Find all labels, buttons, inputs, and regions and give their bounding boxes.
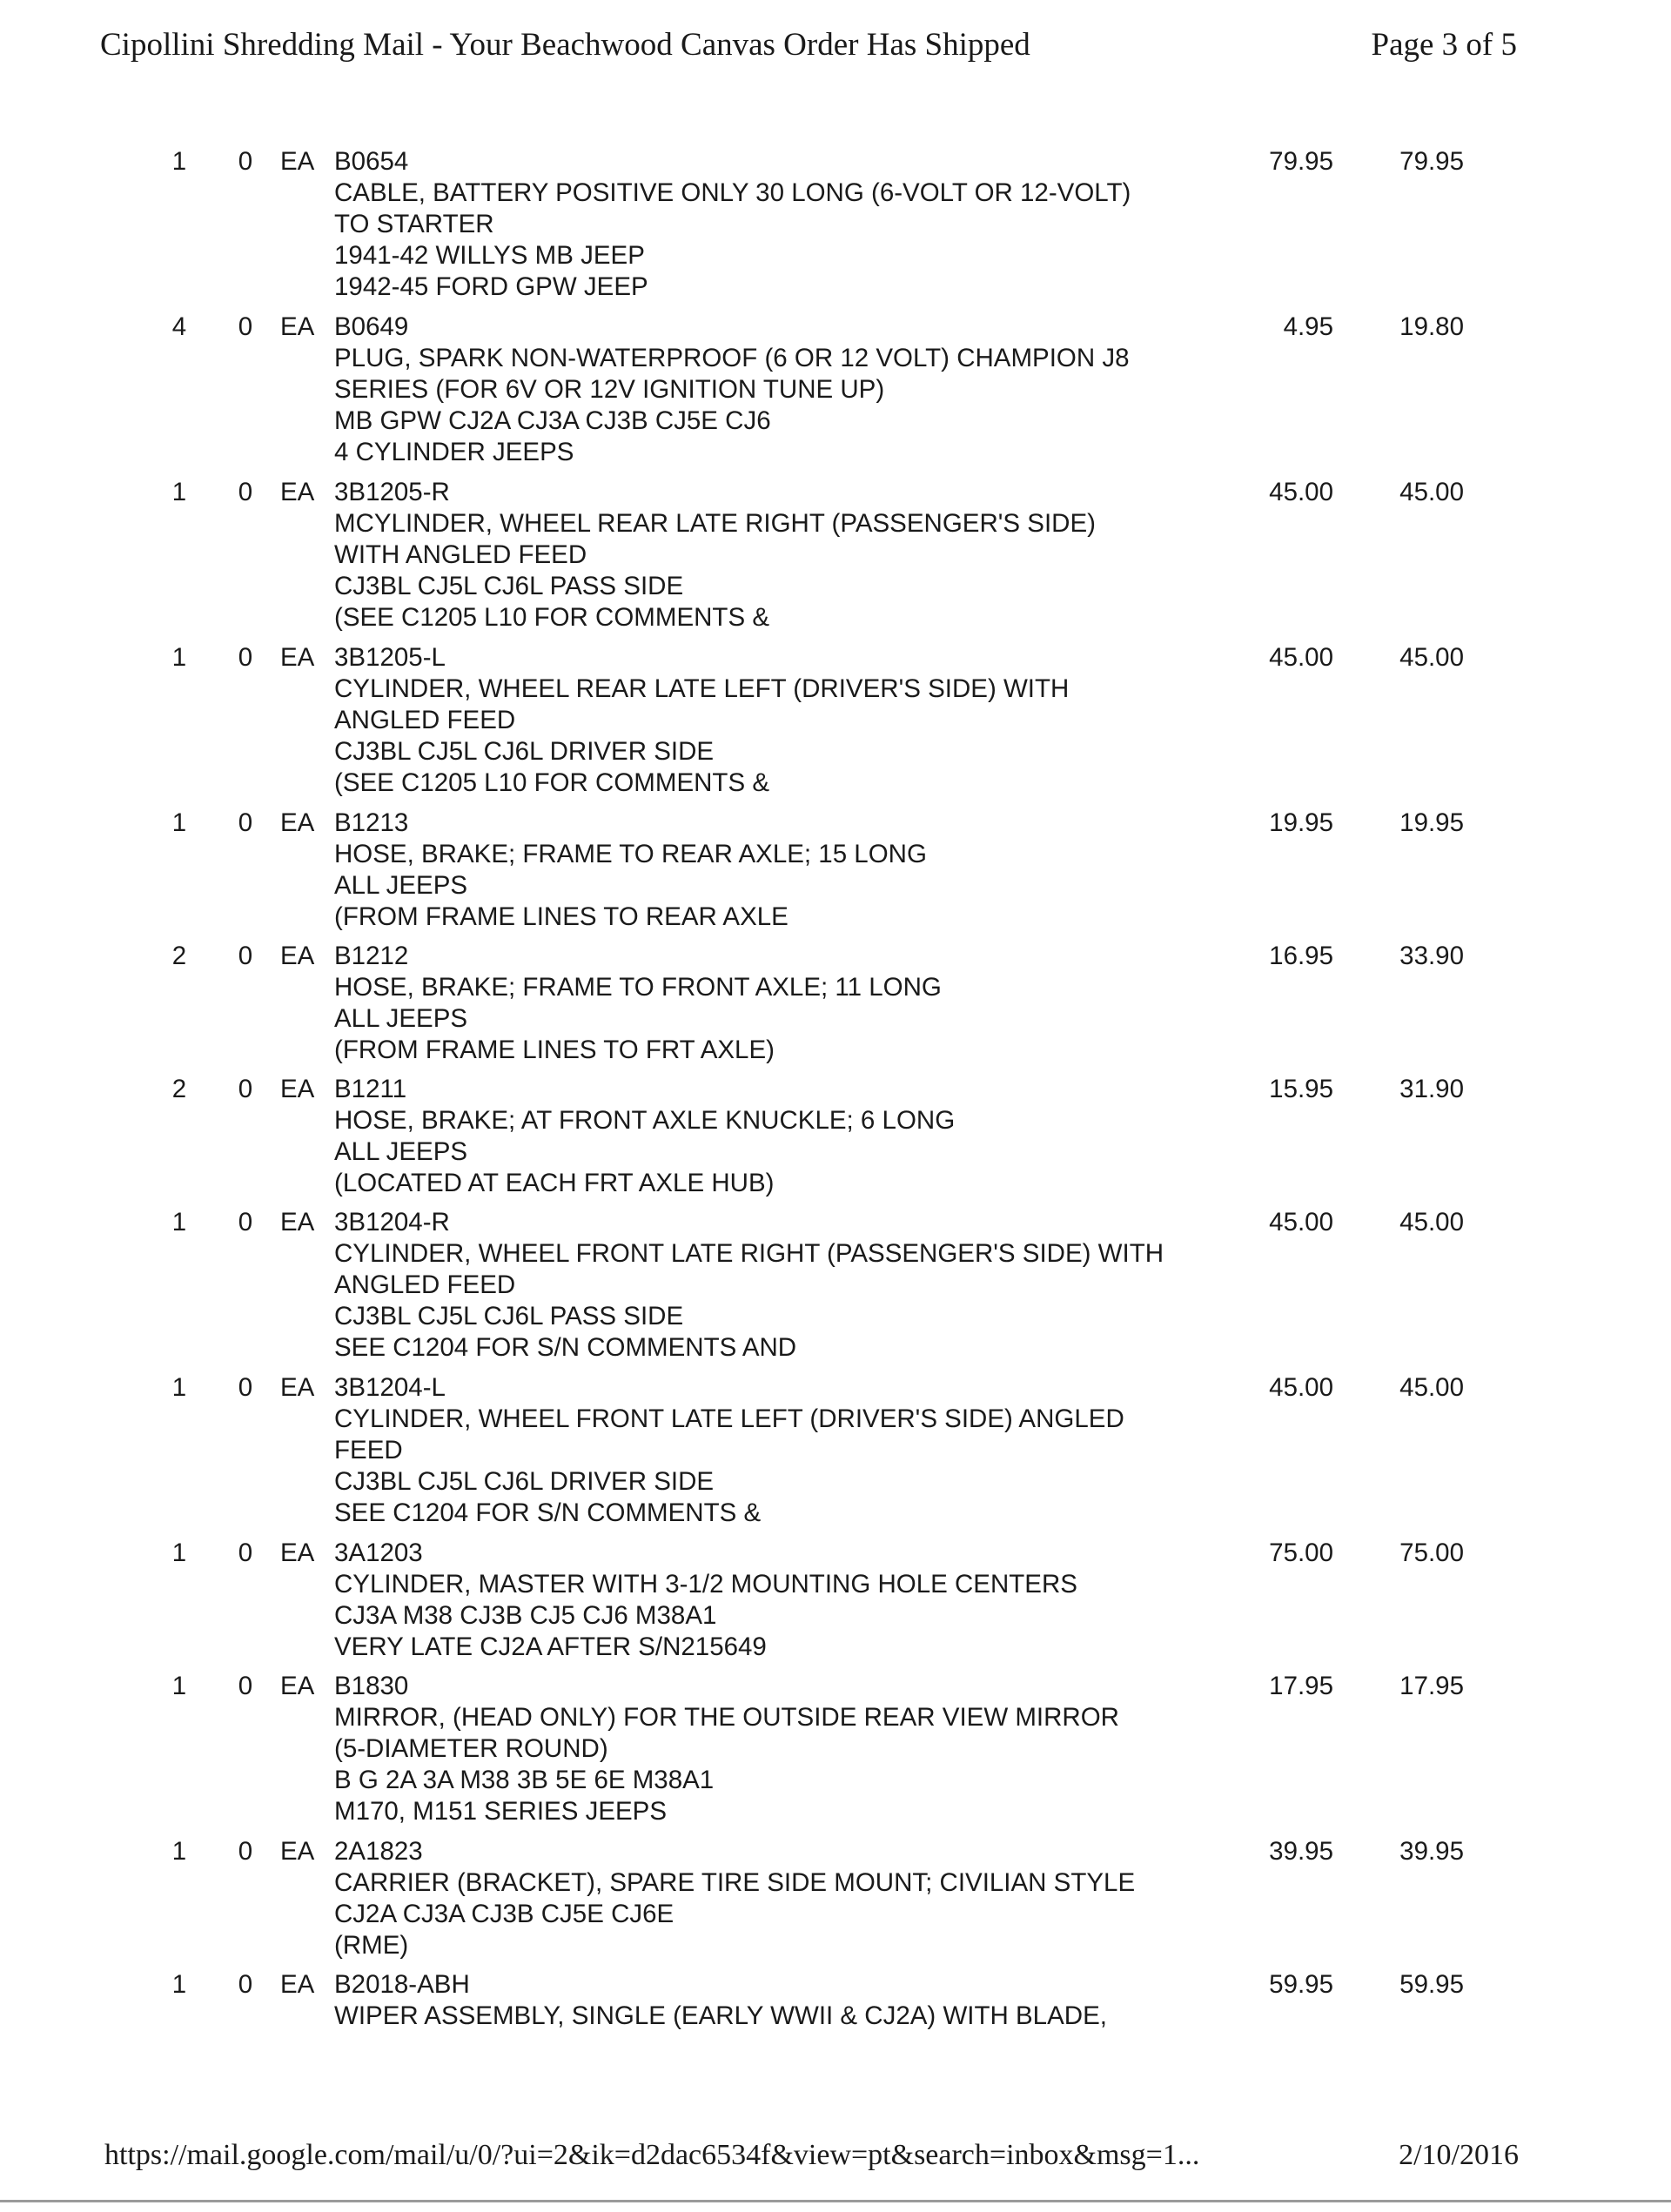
item-backorder: 0	[238, 643, 253, 672]
item-unit: EA	[280, 1970, 315, 1999]
item-part-number: 3B1205-L	[334, 643, 446, 672]
item-description-line: (FROM FRAME LINES TO REAR AXLE	[334, 902, 789, 931]
item-total-price: 79.95	[1399, 147, 1464, 176]
item-description	[334, 1207, 1239, 1364]
item-unit-price: 16.95	[1269, 942, 1333, 970]
item-description-line: B G 2A 3A M38 3B 5E 6E M38A1	[334, 1766, 715, 1794]
item-total-price: 45.00	[1399, 643, 1464, 672]
footer-date: 2/10/2016	[1399, 2139, 1519, 2171]
item-unit: EA	[280, 1373, 315, 1402]
item-part-number: 2A1823	[334, 1837, 423, 1866]
item-description-line: 4 CYLINDER JEEPS	[334, 438, 574, 466]
item-part-number: B1213	[334, 808, 409, 837]
item-description-line: FEED	[334, 1436, 403, 1465]
item-total-price: 19.80	[1399, 312, 1464, 341]
item-unit: EA	[280, 643, 315, 672]
footer-url: https://mail.google.com/mail/u/0/?ui=2&ik=d2dac6534f&view=pt&search=inbox&msg=1...	[104, 2139, 1200, 2171]
item-backorder: 0	[238, 1373, 253, 1402]
item-unit: EA	[280, 312, 315, 341]
item-description-line: MB GPW CJ2A CJ3A CJ3B CJ5E CJ6	[334, 406, 771, 435]
item-total-price: 75.00	[1399, 1538, 1464, 1567]
item-total-price: 33.90	[1399, 942, 1464, 970]
item-unit-price: 59.95	[1269, 1970, 1333, 1999]
item-quantity: 1	[171, 1373, 187, 1402]
item-quantity: 4	[171, 312, 187, 341]
item-description-line: ANGLED FEED	[334, 1270, 516, 1299]
item-description	[334, 312, 1239, 468]
item-description-line: TO STARTER	[334, 210, 494, 238]
scan-edge-line	[0, 2200, 1671, 2202]
item-unit-price: 19.95	[1269, 808, 1333, 837]
item-description	[334, 1671, 1239, 1827]
item-description-line: (RME)	[334, 1931, 409, 1960]
item-part-number: 3B1205-R	[334, 478, 450, 506]
item-description-line: CJ3BL CJ5L CJ6L PASS SIDE	[334, 572, 684, 600]
item-unit-price: 45.00	[1269, 643, 1333, 672]
item-backorder: 0	[238, 1538, 253, 1567]
item-unit-price: 75.00	[1269, 1538, 1333, 1567]
item-unit-price: 45.00	[1269, 1208, 1333, 1237]
order-items-list	[0, 146, 1671, 2039]
item-part-number: B1211	[334, 1075, 407, 1103]
item-description	[334, 808, 1239, 933]
item-description-line: CYLINDER, WHEEL FRONT LATE LEFT (DRIVER'S SIDE) ANGLED	[334, 1404, 1124, 1433]
item-part-number: B1212	[334, 942, 409, 970]
order-item-row	[0, 1836, 1671, 1969]
item-quantity: 1	[171, 1538, 187, 1567]
order-item-row	[0, 808, 1671, 941]
item-description-line: (SEE C1205 L10 FOR COMMENTS &	[334, 603, 770, 632]
item-part-number: 3B1204-R	[334, 1208, 450, 1237]
item-description-line: CJ3BL CJ5L CJ6L DRIVER SIDE	[334, 1467, 715, 1496]
item-backorder: 0	[238, 478, 253, 506]
item-unit: EA	[280, 1837, 315, 1866]
item-description-line: 1941-42 WILLYS MB JEEP	[334, 241, 645, 270]
item-quantity: 2	[171, 1075, 187, 1103]
item-unit: EA	[280, 942, 315, 970]
order-item-row	[0, 1671, 1671, 1836]
item-description-line: CJ3BL CJ5L CJ6L DRIVER SIDE	[334, 737, 715, 766]
item-backorder: 0	[238, 1208, 253, 1237]
item-total-price: 39.95	[1399, 1837, 1464, 1866]
item-description-line: (SEE C1205 L10 FOR COMMENTS &	[334, 768, 770, 797]
item-description-line: HOSE, BRAKE; FRAME TO REAR AXLE; 15 LONG	[334, 840, 927, 868]
item-total-price: 45.00	[1399, 1373, 1464, 1402]
item-quantity: 1	[171, 643, 187, 672]
item-description-line: HOSE, BRAKE; AT FRONT AXLE KNUCKLE; 6 LONG	[334, 1106, 956, 1135]
item-part-number: B2018-ABH	[334, 1970, 470, 1999]
item-description-line: CYLINDER, MASTER WITH 3-1/2 MOUNTING HOLE CENTERS	[334, 1570, 1077, 1599]
item-unit: EA	[280, 1672, 315, 1700]
item-unit-price: 45.00	[1269, 1373, 1333, 1402]
item-backorder: 0	[238, 1837, 253, 1866]
order-item-row	[0, 1538, 1671, 1671]
order-item-row	[0, 941, 1671, 1074]
item-quantity: 1	[171, 478, 187, 506]
item-backorder: 0	[238, 312, 253, 341]
item-description	[334, 1074, 1239, 1199]
item-part-number: B0654	[334, 147, 409, 176]
order-item-row	[0, 477, 1671, 642]
item-description-line: ALL JEEPS	[334, 1137, 468, 1166]
item-unit-price: 79.95	[1269, 147, 1333, 176]
item-quantity: 1	[171, 1970, 187, 1999]
item-description-line: CJ3BL CJ5L CJ6L PASS SIDE	[334, 1302, 684, 1331]
item-unit: EA	[280, 478, 315, 506]
item-total-price: 59.95	[1399, 1970, 1464, 1999]
item-description-line: (FROM FRAME LINES TO FRT AXLE)	[334, 1036, 775, 1064]
item-unit-price: 4.95	[1283, 312, 1333, 341]
item-description-line: (LOCATED AT EACH FRT AXLE HUB)	[334, 1169, 775, 1197]
order-item-row	[0, 1372, 1671, 1538]
item-description-line: ALL JEEPS	[334, 871, 468, 900]
item-description	[334, 477, 1239, 633]
item-unit-price: 45.00	[1269, 478, 1333, 506]
item-description-line: 1942-45 FORD GPW JEEP	[334, 272, 648, 301]
item-description-line: (5-DIAMETER ROUND)	[334, 1734, 608, 1763]
order-item-row	[0, 1969, 1671, 2039]
item-quantity: 1	[171, 808, 187, 837]
item-description-line: CJ3A M38 CJ3B CJ5 CJ6 M38A1	[334, 1601, 717, 1630]
item-description	[334, 1836, 1239, 1961]
item-description-line: SEE C1204 FOR S/N COMMENTS AND	[334, 1333, 797, 1362]
item-backorder: 0	[238, 1970, 253, 1999]
item-total-price: 17.95	[1399, 1672, 1464, 1700]
item-description	[334, 146, 1239, 303]
item-description-line: WIPER ASSEMBLY, SINGLE (EARLY WWII & CJ2A) WITH BLADE,	[334, 2001, 1107, 2030]
order-item-row	[0, 642, 1671, 808]
item-description	[334, 1372, 1239, 1529]
order-item-row	[0, 146, 1671, 312]
item-description	[334, 1538, 1239, 1663]
order-item-row	[0, 312, 1671, 477]
item-quantity: 1	[171, 1837, 187, 1866]
order-item-row	[0, 1207, 1671, 1372]
order-item-row	[0, 1074, 1671, 1207]
item-description	[334, 941, 1239, 1066]
item-quantity: 2	[171, 942, 187, 970]
item-description-line: CYLINDER, WHEEL REAR LATE LEFT (DRIVER'S SIDE) WITH	[334, 674, 1070, 703]
item-part-number: B0649	[334, 312, 409, 341]
item-quantity: 1	[171, 1208, 187, 1237]
item-total-price: 31.90	[1399, 1075, 1464, 1103]
item-unit: EA	[280, 1538, 315, 1567]
item-description-line: MCYLINDER, WHEEL REAR LATE RIGHT (PASSENGER'S SIDE)	[334, 509, 1096, 538]
item-part-number: B1830	[334, 1672, 409, 1700]
item-total-price: 45.00	[1399, 478, 1464, 506]
item-unit-price: 15.95	[1269, 1075, 1333, 1103]
item-unit: EA	[280, 1075, 315, 1103]
document-title: Cipollini Shredding Mail - Your Beachwood Canvas Order Has Shipped	[100, 27, 1030, 63]
item-description-line: VERY LATE CJ2A AFTER S/N215649	[334, 1632, 767, 1661]
page-number: Page 3 of 5	[1371, 27, 1517, 63]
item-unit: EA	[280, 1208, 315, 1237]
item-unit: EA	[280, 808, 315, 837]
item-description-line: CARRIER (BRACKET), SPARE TIRE SIDE MOUNT; CIVILIAN STYLE	[334, 1868, 1136, 1897]
item-unit: EA	[280, 147, 315, 176]
item-description	[334, 642, 1239, 799]
item-unit-price: 39.95	[1269, 1837, 1333, 1866]
item-total-price: 45.00	[1399, 1208, 1464, 1237]
item-description-line: PLUG, SPARK NON-WATERPROOF (6 OR 12 VOLT) CHAMPION J8	[334, 344, 1130, 372]
item-backorder: 0	[238, 808, 253, 837]
item-part-number: 3B1204-L	[334, 1373, 446, 1402]
item-description-line: CYLINDER, WHEEL FRONT LATE RIGHT (PASSENGER'S SIDE) WITH	[334, 1239, 1164, 1268]
item-description-line: SERIES (FOR 6V OR 12V IGNITION TUNE UP)	[334, 375, 885, 404]
item-description-line: CJ2A CJ3A CJ3B CJ5E CJ6E	[334, 1900, 674, 1928]
item-backorder: 0	[238, 147, 253, 176]
item-unit-price: 17.95	[1269, 1672, 1333, 1700]
item-description-line: CABLE, BATTERY POSITIVE ONLY 30 LONG (6-VOLT OR 12-VOLT)	[334, 178, 1131, 207]
item-part-number: 3A1203	[334, 1538, 423, 1567]
item-description-line: WITH ANGLED FEED	[334, 540, 587, 569]
item-description-line: SEE C1204 FOR S/N COMMENTS &	[334, 1498, 762, 1527]
item-backorder: 0	[238, 942, 253, 970]
item-description-line: HOSE, BRAKE; FRAME TO FRONT AXLE; 11 LONG	[334, 973, 942, 1002]
item-total-price: 19.95	[1399, 808, 1464, 837]
item-description-line: M170, M151 SERIES JEEPS	[334, 1797, 668, 1826]
item-description-line: ANGLED FEED	[334, 706, 516, 734]
item-quantity: 1	[171, 147, 187, 176]
item-backorder: 0	[238, 1075, 253, 1103]
item-quantity: 1	[171, 1672, 187, 1700]
item-description-line: ALL JEEPS	[334, 1004, 468, 1033]
page-header	[100, 26, 1517, 78]
item-description-line: MIRROR, (HEAD ONLY) FOR THE OUTSIDE REAR VIEW MIRROR	[334, 1703, 1119, 1732]
item-description	[334, 1969, 1239, 2032]
item-backorder: 0	[238, 1672, 253, 1700]
